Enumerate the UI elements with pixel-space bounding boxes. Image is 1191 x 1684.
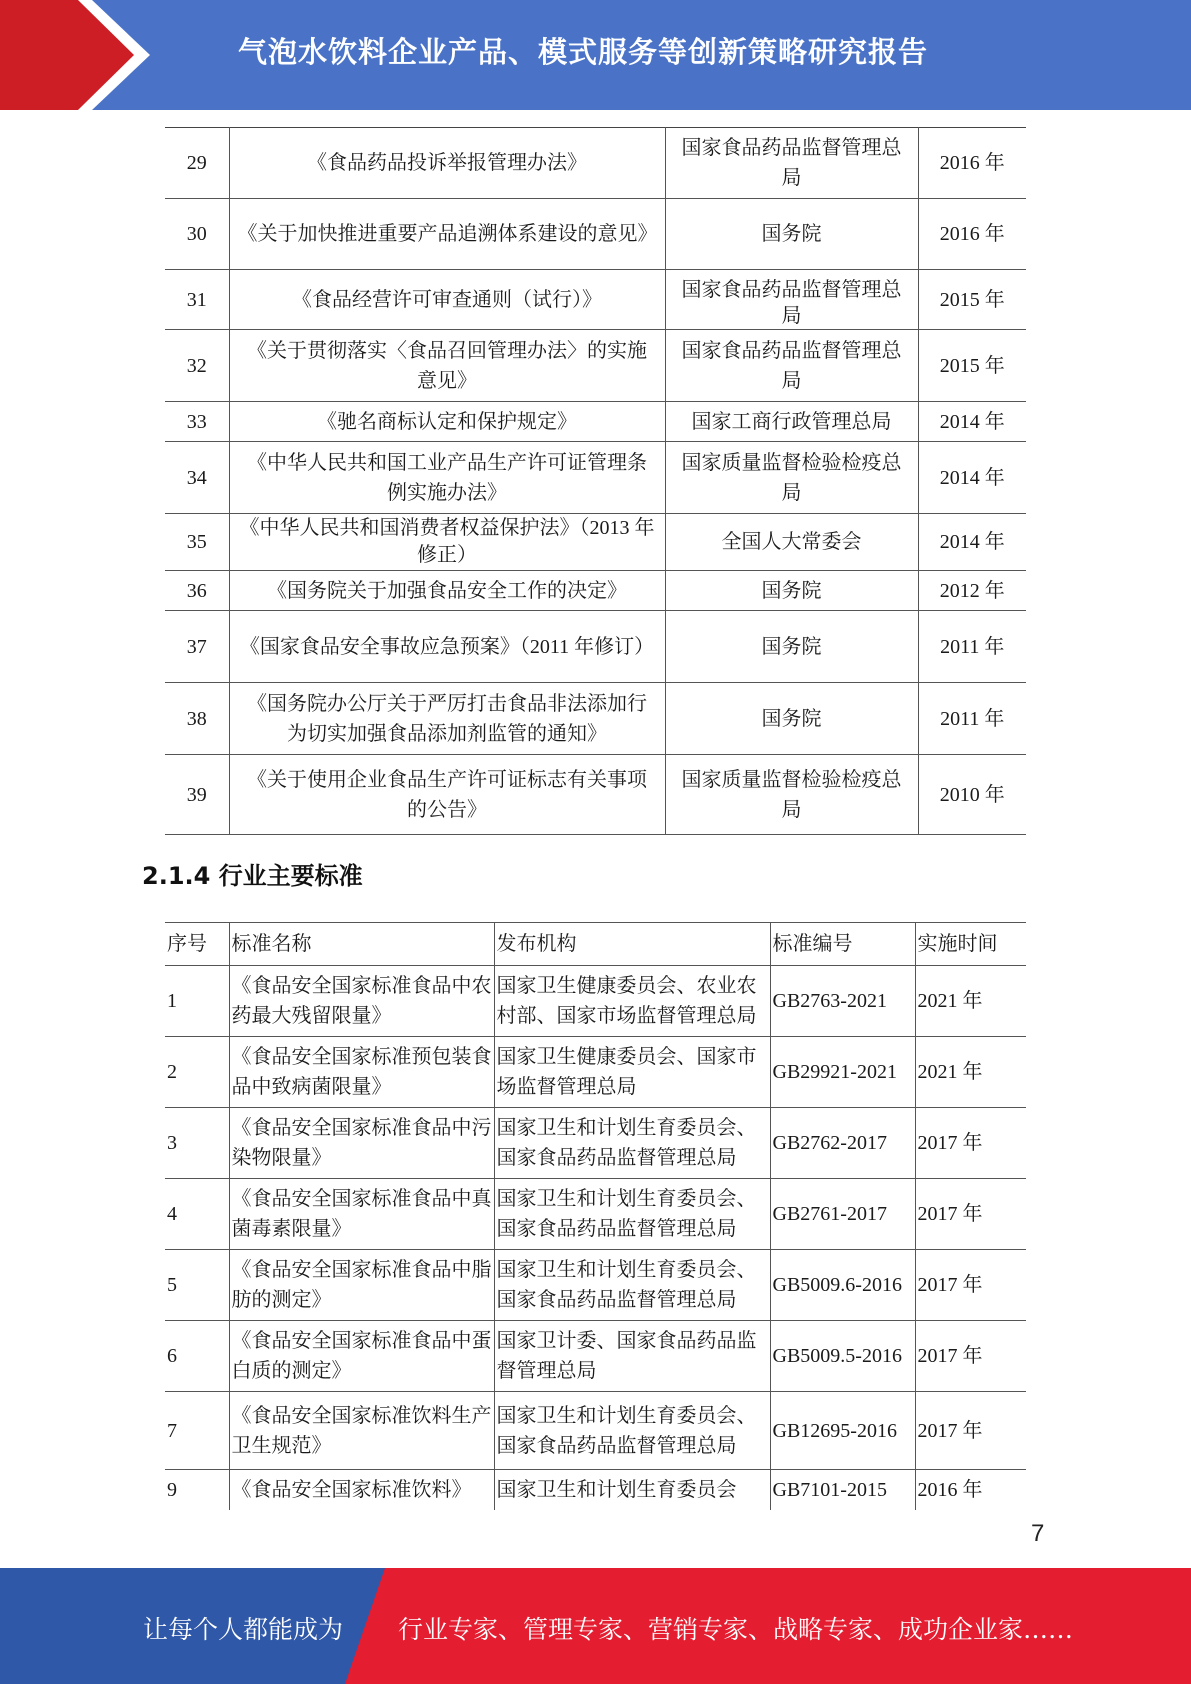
issuing-agency: 国家工商行政管理总局 (665, 402, 918, 442)
issuing-agency: 国家卫生和计划生育委员会、国家食品药品监督管理总局 (494, 1179, 770, 1250)
issuing-agency: 国务院 (665, 683, 918, 755)
header-banner (0, 0, 1191, 110)
table-row (165, 571, 1026, 611)
table-row (165, 330, 1026, 402)
issuing-agency: 国家卫生和计划生育委员会 (494, 1470, 770, 1510)
footer-slogan-left: 让每个人都能成为 (143, 1615, 344, 1644)
row-number: 31 (165, 270, 229, 330)
row-number: 34 (165, 442, 229, 514)
row-number: 32 (165, 330, 229, 402)
standard-name: 《食品安全国家标准食品中污染物限量》 (229, 1108, 494, 1179)
row-number: 5 (165, 1250, 229, 1321)
regulation-name: 《关于使用企业食品生产许可证标志有关事项的公告》 (229, 755, 665, 835)
standard-code: GB5009.5-2016 (770, 1321, 915, 1392)
row-number: 7 (165, 1392, 229, 1470)
standard-name: 《食品安全国家标准预包装食品中致病菌限量》 (229, 1037, 494, 1108)
row-number: 36 (165, 571, 229, 611)
row-number: 3 (165, 1108, 229, 1179)
issue-year: 2015 年 (918, 330, 1026, 402)
table-row (165, 1037, 1026, 1108)
row-number: 1 (165, 966, 229, 1037)
issuing-agency: 国家食品药品监督管理总局 (665, 330, 918, 402)
regulation-name: 《国家食品安全事故应急预案》（2011 年修订） (229, 611, 665, 683)
regulation-name: 《食品经营许可审查通则（试行）》 (229, 270, 665, 330)
effective-date: 2017 年 (915, 1179, 1026, 1250)
row-number: 35 (165, 514, 229, 571)
issuing-agency: 全国人大常委会 (665, 514, 918, 571)
row-number: 2 (165, 1037, 229, 1108)
standard-name: 《食品安全国家标准食品中蛋白质的测定》 (229, 1321, 494, 1392)
table-row (165, 1321, 1026, 1392)
standard-code: GB2763-2021 (770, 966, 915, 1037)
issue-year: 2016 年 (918, 199, 1026, 270)
table-row (165, 1470, 1026, 1510)
row-number: 33 (165, 402, 229, 442)
row-number: 38 (165, 683, 229, 755)
regulations-table (165, 127, 1026, 835)
issue-year: 2014 年 (918, 402, 1026, 442)
regulation-name: 《关于贯彻落实〈食品召回管理办法〉的实施意见》 (229, 330, 665, 402)
row-number: 4 (165, 1179, 229, 1250)
issuing-agency: 国家卫生和计划生育委员会、国家食品药品监督管理总局 (494, 1250, 770, 1321)
footer-banner (0, 1568, 1191, 1684)
table-row (165, 1250, 1026, 1321)
effective-date: 2017 年 (915, 1392, 1026, 1470)
table-row (165, 442, 1026, 514)
table-row (165, 402, 1026, 442)
table-row (165, 683, 1026, 755)
table-row (165, 199, 1026, 270)
section-heading: 2.1.4 行业主要标准 (142, 862, 363, 890)
standard-code: GB2762-2017 (770, 1108, 915, 1179)
standard-name: 《食品安全国家标准饮料》 (229, 1470, 494, 1510)
issue-year: 2014 年 (918, 514, 1026, 571)
page-number: 7 (1031, 1520, 1045, 1547)
issue-year: 2011 年 (918, 611, 1026, 683)
row-number: 9 (165, 1470, 229, 1510)
issue-year: 2012 年 (918, 571, 1026, 611)
row-number: 37 (165, 611, 229, 683)
table-row (165, 966, 1026, 1037)
row-number: 29 (165, 128, 229, 199)
header-agency: 发布机构 (494, 923, 770, 966)
table-header-row (165, 923, 1026, 966)
header-no: 序号 (165, 923, 229, 966)
issue-year: 2011 年 (918, 683, 1026, 755)
effective-date: 2017 年 (915, 1108, 1026, 1179)
row-number: 39 (165, 755, 229, 835)
standard-code: GB29921-2021 (770, 1037, 915, 1108)
issuing-agency: 国家质量监督检验检疫总局 (665, 442, 918, 514)
issuing-agency: 国家食品药品监督管理总局 (665, 128, 918, 199)
regulation-name: 《驰名商标认定和保护规定》 (229, 402, 665, 442)
issue-year: 2010 年 (918, 755, 1026, 835)
issuing-agency: 国家食品药品监督管理总局 (665, 270, 918, 330)
issuing-agency: 国务院 (665, 199, 918, 270)
issuing-agency: 国家卫计委、国家食品药品监督管理总局 (494, 1321, 770, 1392)
table-row (165, 1392, 1026, 1470)
row-number: 30 (165, 199, 229, 270)
regulation-name: 《关于加快推进重要产品追溯体系建设的意见》 (229, 199, 665, 270)
standard-name: 《食品安全国家标准食品中农药最大残留限量》 (229, 966, 494, 1037)
table-row (165, 611, 1026, 683)
regulation-name: 《国务院办公厅关于严厉打击食品非法添加行为切实加强食品添加剂监管的通知》 (229, 683, 665, 755)
table-row (165, 514, 1026, 571)
issuing-agency: 国务院 (665, 611, 918, 683)
table-row (165, 755, 1026, 835)
effective-date: 2016 年 (915, 1470, 1026, 1510)
table-row (165, 1108, 1026, 1179)
issuing-agency: 国家卫生健康委员会、农业农村部、国家市场监督管理总局 (494, 966, 770, 1037)
standard-code: GB2761-2017 (770, 1179, 915, 1250)
issuing-agency: 国家卫生和计划生育委员会、国家食品药品监督管理总局 (494, 1392, 770, 1470)
issuing-agency: 国家卫生和计划生育委员会、国家食品药品监督管理总局 (494, 1108, 770, 1179)
issue-year: 2016 年 (918, 128, 1026, 199)
regulation-name: 《中华人民共和国消费者权益保护法》（2013 年修正） (229, 514, 665, 571)
header-date: 实施时间 (915, 923, 1026, 966)
standards-table (165, 922, 1026, 1510)
effective-date: 2017 年 (915, 1321, 1026, 1392)
standard-code: GB12695-2016 (770, 1392, 915, 1470)
issue-year: 2014 年 (918, 442, 1026, 514)
standard-name: 《食品安全国家标准食品中脂肪的测定》 (229, 1250, 494, 1321)
issue-year: 2015 年 (918, 270, 1026, 330)
header-code: 标准编号 (770, 923, 915, 966)
table-row (165, 128, 1026, 199)
standard-name: 《食品安全国家标准食品中真菌毒素限量》 (229, 1179, 494, 1250)
effective-date: 2021 年 (915, 1037, 1026, 1108)
issuing-agency: 国家卫生健康委员会、国家市场监督管理总局 (494, 1037, 770, 1108)
issuing-agency: 国务院 (665, 571, 918, 611)
row-number: 6 (165, 1321, 229, 1392)
effective-date: 2021 年 (915, 966, 1026, 1037)
table-row (165, 1179, 1026, 1250)
table-row (165, 270, 1026, 330)
standard-code: GB5009.6-2016 (770, 1250, 915, 1321)
regulation-name: 《食品药品投诉举报管理办法》 (229, 128, 665, 199)
effective-date: 2017 年 (915, 1250, 1026, 1321)
standard-code: GB7101-2015 (770, 1470, 915, 1510)
header-name: 标准名称 (229, 923, 494, 966)
chevron-arrow-icon (0, 0, 140, 110)
report-title: 气泡水饮料企业产品、模式服务等创新策略研究报告 (238, 35, 929, 69)
footer-slogan-right: 行业专家、管理专家、营销专家、战略专家、成功企业家…… (398, 1615, 1074, 1644)
regulation-name: 《中华人民共和国工业产品生产许可证管理条例实施办法》 (229, 442, 665, 514)
issuing-agency: 国家质量监督检验检疫总局 (665, 755, 918, 835)
regulation-name: 《国务院关于加强食品安全工作的决定》 (229, 571, 665, 611)
standard-name: 《食品安全国家标准饮料生产卫生规范》 (229, 1392, 494, 1470)
